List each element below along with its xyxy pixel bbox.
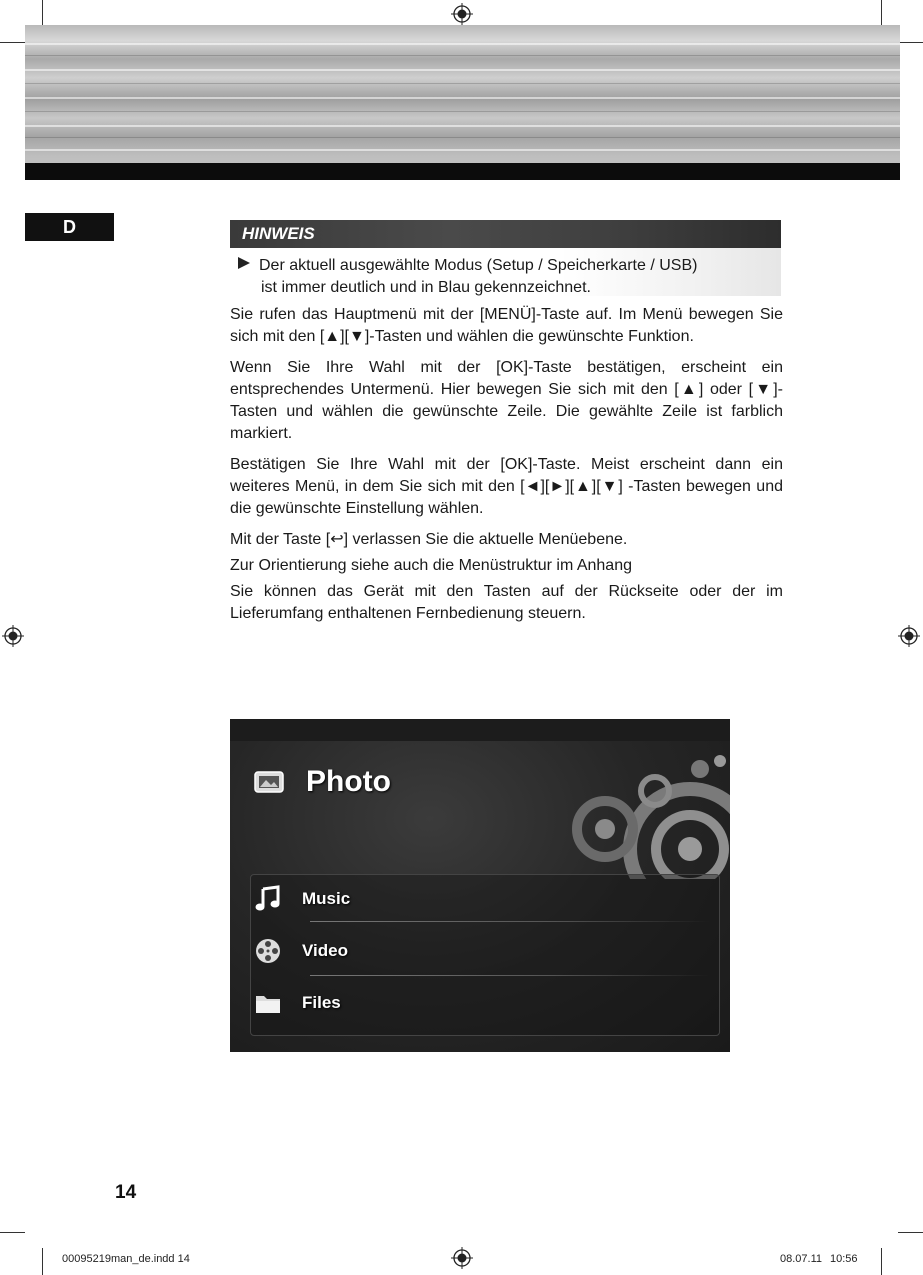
- paragraph: Bestätigen Sie Ihre Wahl mit der [OK]-Taste. Meist erscheint dann ein weiteres Menü, in dem Sie sich mit den [◄][►][▲][▼] -Tasten bewegen und die gewünschte Einstellung wählen.: [230, 456, 783, 517]
- paragraph: Zur Orientierung siehe auch die Menüstruktur im Anhang: [230, 557, 632, 574]
- paragraph: Wenn Sie Ihre Wahl mit der [OK]-Taste bestätigen, erscheint ein entsprechendes Untermenü. Hier bewegen Sie sich mit den [▲] oder [▼]-Tasten und wählen die gewünschte Zeile. Die gewählte Zeile ist farblich markiert.: [230, 359, 783, 442]
- registration-mark-icon: [451, 1247, 473, 1269]
- footer-date: 08.07.11: [780, 1253, 823, 1265]
- footer-time: 10:56: [830, 1253, 858, 1265]
- paragraph: Mit der Taste [↩] verlassen Sie die aktuelle Menüebene.: [230, 531, 628, 548]
- music-note-icon: [254, 885, 282, 913]
- menu-label: Video: [302, 941, 348, 960]
- photo-icon: [254, 769, 284, 795]
- folder-icon: [254, 991, 282, 1015]
- body-text: [230, 304, 783, 634]
- menu-item-photo[interactable]: [254, 765, 391, 799]
- header-bar: [25, 163, 900, 180]
- decorative-circles-icon: [530, 749, 730, 879]
- paragraph: Sie können das Gerät mit den Tasten auf der Rückseite oder der im Lieferumfang enthaltenen Fernbedienung steuern.: [230, 583, 783, 622]
- registration-mark-icon: [451, 3, 473, 25]
- page-number: 14: [115, 1182, 137, 1203]
- film-reel-icon: [254, 937, 282, 965]
- menu-label: Photo: [306, 765, 391, 798]
- menu-item-music[interactable]: [254, 885, 350, 913]
- menu-separator: [310, 975, 710, 976]
- device-menu-screenshot: [230, 719, 730, 1052]
- footer-timestamp: [780, 1253, 866, 1265]
- crop-mark: [881, 0, 882, 25]
- crop-mark: [898, 42, 923, 43]
- header-banner: [25, 25, 900, 180]
- language-tab: D: [25, 213, 114, 241]
- menu-item-video[interactable]: [254, 937, 348, 965]
- crop-mark: [0, 42, 25, 43]
- bullet-triangle-icon: [238, 257, 250, 269]
- screen-top-bar: [230, 719, 730, 741]
- footer-file-name: 00095219man_de.indd 14: [62, 1253, 190, 1265]
- menu-separator: [310, 921, 710, 922]
- crop-mark: [42, 0, 43, 25]
- note-heading-bar: [230, 220, 781, 248]
- crop-mark: [0, 1232, 25, 1233]
- note-line-2: ist immer deutlich und in Blau gekennzeichnet.: [261, 279, 591, 296]
- note-line-1: Der aktuell ausgewählte Modus (Setup / Speicherkarte / USB): [259, 257, 698, 274]
- registration-mark-icon: [2, 625, 24, 647]
- registration-mark-icon: [898, 625, 920, 647]
- crop-mark: [898, 1232, 923, 1233]
- note-bullet: [238, 255, 773, 299]
- menu-label: Files: [302, 993, 341, 1012]
- crop-mark: [881, 1248, 882, 1275]
- crop-mark: [42, 1248, 43, 1275]
- note-heading: HINWEIS: [242, 224, 315, 243]
- menu-label: Music: [302, 889, 351, 908]
- menu-item-files[interactable]: [254, 991, 341, 1015]
- paragraph: Sie rufen das Hauptmenü mit der [MENÜ]-Taste auf. Im Menü bewegen Sie sich mit den [▲][▼]-Tasten und wählen die gewünschte Funktion.: [230, 306, 783, 345]
